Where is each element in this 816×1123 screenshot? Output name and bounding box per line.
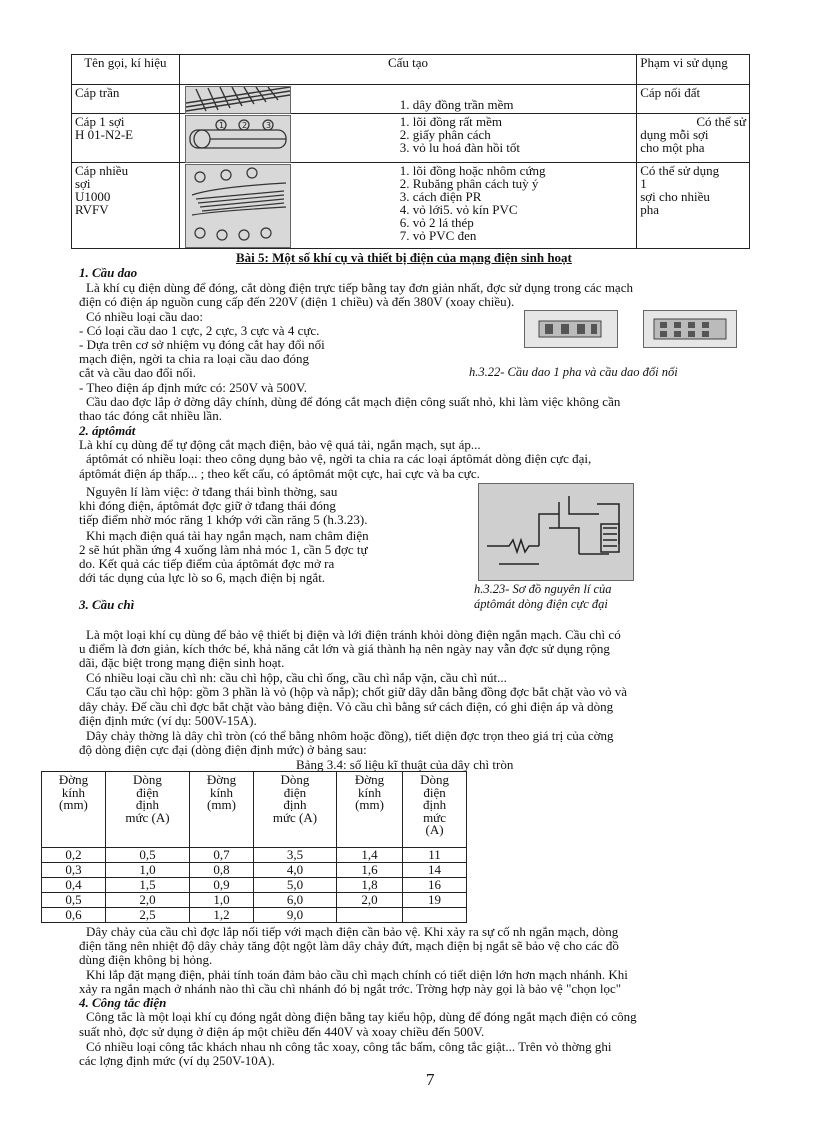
svg-text:1: 1	[219, 121, 225, 130]
header-diameter: Đờng kính (mm)	[42, 772, 106, 848]
single-core-cable-photo	[185, 115, 291, 163]
paragraph-line: Có nhiều loại cầu dao:	[86, 309, 203, 324]
paragraph-line: điện định mức (ví dụ: 500V-15A).	[79, 713, 257, 728]
paragraph-line: thao tác đóng cắt nhiều lần.	[79, 408, 222, 423]
figure-caption: áptômát dòng điện cực đại	[474, 597, 608, 611]
paragraph-line: Có nhiều loại công tắc khách nhau nh công tắc xoay, công tắc bấm, công tắc giật... Trên vỏ thờng ghi	[86, 1039, 612, 1054]
table-cell: 0,5	[42, 893, 106, 908]
paragraph-line: dây chảy. Đế cầu chì đợc bắt chặt vào bảng điện. Vỏ cầu chì bằng sứ cách điện, có ghi điện áp và dòng	[79, 699, 614, 714]
table-cell: 1,6	[337, 863, 403, 878]
paragraph-line: Công tắc là một loại khí cụ đóng ngắt dòng điện bằng tay kiểu hộp, dùng để đóng ngắt mạch điện có công	[86, 1009, 637, 1024]
paragraph-line: xảy ra ngắn mạch ở nhánh nào thì cầu chì nhánh đó bị ngắt trớc. Trờng hợp này gọi là bảo vệ "chọn lọc"	[79, 981, 622, 996]
page-number: 7	[426, 1070, 435, 1089]
header-diameter: Đờng kính (mm)	[190, 772, 254, 848]
table-row	[42, 878, 467, 893]
lesson-title: Bài 5: Một số khí cụ và thiết bị điện của mạng điện sinh hoạt	[236, 250, 572, 265]
table-cell: 0,7	[190, 848, 254, 863]
paragraph-line: Là khí cụ điện dùng để đóng, cắt dòng điện trực tiếp bằng tay đơn giản nhất, đợc sử dụng trong các mạch	[86, 280, 633, 295]
table-row	[42, 893, 467, 908]
table-cell: 5,0	[253, 878, 336, 893]
paragraph-line: 2 sẽ hút phần ứng 4 xuống làm nhả móc 1, cần 5 đợc tự	[79, 542, 368, 557]
svg-text:2: 2	[242, 121, 248, 130]
table-cell	[337, 908, 403, 923]
table-row	[42, 863, 467, 878]
single-pole-switch-photo	[524, 310, 618, 348]
header-structure: Cấu tạo	[179, 55, 636, 85]
table-row	[42, 848, 467, 863]
cable-table	[71, 54, 750, 249]
figure-caption: h.3.23- Sơ đồ nguyên lí của	[474, 582, 612, 596]
changeover-switch-photo	[643, 310, 737, 348]
table-cell: 0,3	[42, 863, 106, 878]
cell-usage: Có thể sử dụng 1 sợi cho nhiều pha	[637, 163, 750, 249]
table-cell: 1,0	[190, 893, 254, 908]
table-header-row	[42, 772, 467, 848]
table-header-row	[72, 55, 750, 85]
paragraph-line: Khi mạch điện quá tải hay ngắn mạch, nam châm điện	[86, 528, 369, 543]
section-heading: 3. Cầu chì	[79, 597, 135, 612]
table-cell: 4,0	[253, 863, 336, 878]
header-diameter: Đờng kính (mm)	[337, 772, 403, 848]
header-current: Dòng điện định mức (A)	[403, 772, 467, 848]
cell-structure: 1. lõi đồng hoặc nhôm cứng 2. Rubăng phân cách tuỳ ý 3. cách điện PR 4. vỏ lới5. vỏ kín PVC 6. vỏ 2 lá thép 7. vỏ PVC đen	[179, 163, 636, 249]
table-cell: 1,8	[337, 878, 403, 893]
paragraph-line: áptômát có nhiều loại: theo công dụng bảo vệ, ngời ta chia ra các loại áptômát dòng điện cực đại,	[86, 451, 592, 466]
paragraph-line: suất nhỏ, đợc sử dụng ở điện áp một chiều đến 440V và xoay chiều đến 500V.	[79, 1024, 485, 1039]
paragraph-line: dới tác dụng của lực lò so 6, mạch điện bị ngắt.	[79, 570, 326, 585]
structure-item: 1. dây đồng trần mềm	[399, 97, 514, 112]
table-cell: 16	[403, 878, 467, 893]
paragraph-line: cắt và cầu dao đổi nối.	[79, 365, 196, 380]
paragraph-line: Cầu dao đợc lắp ở đờng dây chính, dùng để đóng cắt mạch điện công suất nhỏ, khi làm việc không cần	[86, 394, 621, 409]
paragraph-line: do. Kết quả các tiếp điểm của áptômát đợc mở ra	[79, 556, 335, 571]
circuit-breaker-diagram	[478, 483, 634, 581]
header-usage: Phạm vi sử dụng	[637, 55, 750, 85]
paragraph-line: Có nhiều loại cầu chì nh: cầu chì hộp, cầu chì ống, cầu chì nắp vặn, cầu chì nút...	[86, 670, 507, 685]
section-heading: 2. áptômát	[79, 423, 136, 438]
table-cell	[403, 908, 467, 923]
paragraph-line: Là khí cụ dùng để tự động cắt mạch điện, bảo vệ quá tải, ngắn mạch, sụt áp...	[79, 437, 481, 452]
cell-usage: Có thể sử dụng mỗi sợi cho một pha	[637, 114, 750, 163]
paragraph-line: điện có điện áp nguồn cung cấp đến 220V (điện 1 chiều) và đến 380V (xoay chiều).	[79, 294, 515, 309]
bare-cable-photo	[185, 86, 291, 114]
cell-name: Cáp 1 sợi H 01-N2-E	[72, 114, 180, 163]
table-cell: 0,6	[42, 908, 106, 923]
table-cell: 1,0	[105, 863, 189, 878]
header-name: Tên gọi, kí hiệu	[72, 55, 180, 85]
section-heading: 1. Cầu dao	[79, 265, 138, 280]
paragraph-line: các lợng định mức (ví dụ 250V-10A).	[79, 1053, 275, 1068]
table-cell: 0,2	[42, 848, 106, 863]
cell-name: Cáp trần	[72, 85, 180, 114]
paragraph-line: u điểm là đơn giản, kích thớc bé, khả năng cắt lớn và giá thành hạ nên ngày nay vẫn đợc sử dụng rộng	[79, 641, 610, 656]
paragraph-line: - Theo điện áp định mức có: 250V và 500V.	[79, 380, 308, 395]
table-cell: 6,0	[253, 893, 336, 908]
table-cell: 9,0	[253, 908, 336, 923]
paragraph-line: áptômát điện áp thấp... ; theo kết cấu, có áptômát một cực, hai cực và ba cực.	[79, 466, 480, 481]
header-current: Dòng điện định mức (A)	[105, 772, 189, 848]
fuse-wire-table	[41, 771, 467, 923]
paragraph-line: tiếp điểm nhờ móc răng 1 khớp với cần răng 5 (h.3.23).	[79, 512, 368, 527]
table-row	[72, 85, 750, 114]
paragraph-line: dùng điện không bị hỏng.	[79, 952, 213, 967]
cell-structure: 1. lõi đồng rất mềm 2. giấy phân cách 3. vỏ lu hoá đàn hồi tốt	[179, 114, 636, 163]
paragraph-line: Khi lắp đặt mạng điện, phải tính toán đảm bảo cầu chì mạch chính có tiết diện lớn hơn mạch nhánh. Khi	[86, 967, 628, 982]
table-cell: 14	[403, 863, 467, 878]
paragraph-line: Là một loại khí cụ dùng để bảo vệ thiết bị điện và lới điện tránh khỏi dòng điện ngắn mạch. Cầu chì có	[86, 627, 621, 642]
figure-caption: h.3.22- Cầu dao 1 pha và cầu dao đổi nối	[469, 365, 678, 379]
paragraph-line: Dây chảy của cầu chì đợc lắp nối tiếp với mạch điện cần bảo vệ. Khi xảy ra sự cố nh ngắn mạch, dòng	[86, 924, 619, 939]
table-row	[42, 908, 467, 923]
header-current: Dòng điện định mức (A)	[253, 772, 336, 848]
section-heading: 4. Công tắc điện	[79, 995, 167, 1010]
paragraph-line: mạch điện, ngời ta chia ra loại cầu dao đóng	[79, 351, 309, 366]
table-cell: 2,0	[337, 893, 403, 908]
table-cell: 0,4	[42, 878, 106, 893]
paragraph-line: Cấu tạo cầu chì hộp: gồm 3 phần là vỏ (hộp và nắp); chốt giữ dây dẫn bằng đồng đợc bắt chặt vào vỏ và	[86, 684, 627, 699]
paragraph-line: điện tăng nên nhiệt độ dây chảy tăng đột ngột làm dây chảy đứt, mạch điện bị ngắt sẽ bảo vệ cho các đồ	[79, 938, 619, 953]
table-cell: 1,5	[105, 878, 189, 893]
paragraph-line: khi đóng điện, áptômát đợc giữ ở tđang thái đóng	[79, 498, 336, 513]
table-caption: Bảng 3.4: số liệu kĩ thuật của dây chì tròn	[296, 757, 514, 772]
table-cell: 1,2	[190, 908, 254, 923]
table-cell: 3,5	[253, 848, 336, 863]
cell-usage: Cáp nối đất	[637, 85, 750, 114]
table-cell: 0,5	[105, 848, 189, 863]
multi-core-cable-photo	[185, 164, 291, 248]
table-cell: 19	[403, 893, 467, 908]
table-row	[72, 163, 750, 249]
table-cell: 0,9	[190, 878, 254, 893]
svg-text:3: 3	[266, 121, 272, 130]
paragraph-line: dãi, đặc biệt trong mạng điện sinh hoạt.	[79, 655, 285, 670]
table-cell: 2,0	[105, 893, 189, 908]
table-cell: 2,5	[105, 908, 189, 923]
table-cell: 0,8	[190, 863, 254, 878]
table-row	[72, 114, 750, 163]
paragraph-line: Dây chảy thờng là dây chì tròn (có thể bằng nhôm hoặc đồng), tiết diện đợc trọn theo giá trị của cờng	[86, 728, 614, 743]
cell-name: Cáp nhiều sợi U1000 RVFV	[72, 163, 180, 249]
paragraph-line: Nguyên lí làm việc: ở tđang thái bình thờng, sau	[86, 484, 338, 499]
table-cell: 1,4	[337, 848, 403, 863]
paragraph-line: độ dòng điện cực đại (dòng điện định mức) ở bảng sau:	[79, 742, 367, 757]
table-cell: 11	[403, 848, 467, 863]
paragraph-line: - Dựa trên cơ sở nhiệm vụ đóng cắt hay đổi nối	[79, 337, 325, 352]
paragraph-line: - Có loại cầu dao 1 cực, 2 cực, 3 cực và 4 cực.	[79, 323, 320, 338]
